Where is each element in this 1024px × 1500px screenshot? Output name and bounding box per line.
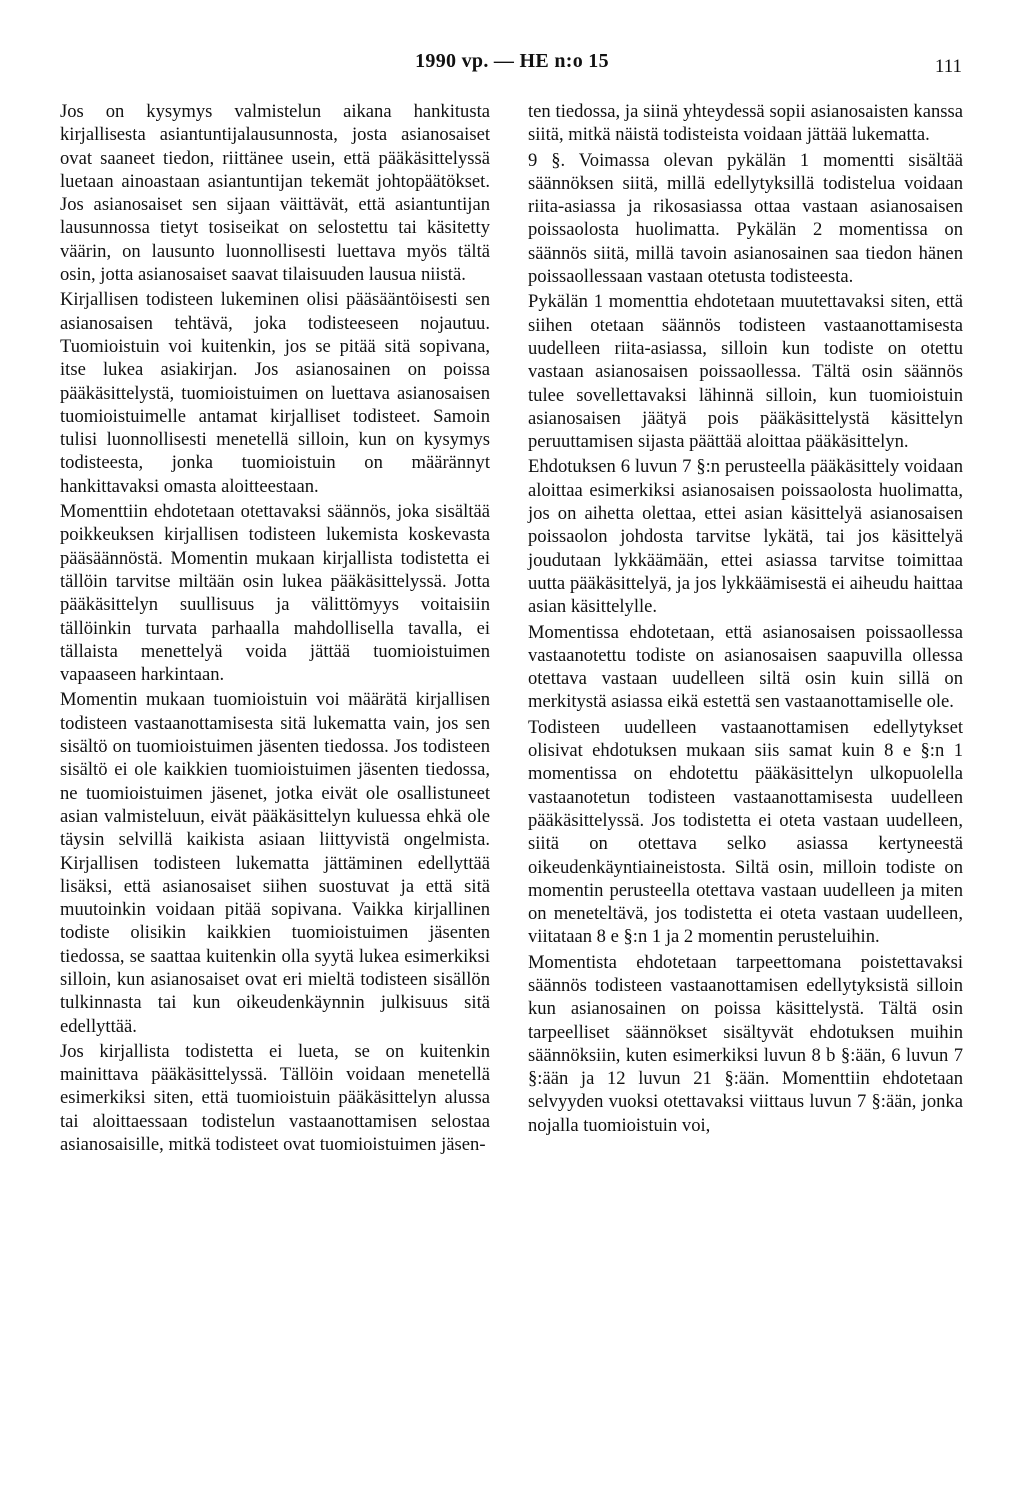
page-header [0,50,1024,80]
left-paragraph-4: Momentin mukaan tuomioistuin voi määrätä kirjallisen todisteen vastaanottamisesta sitä lukematta vain, jos sen sisältö on tuomioistuimen jäsenten tiedossa. Jos todisteen sisältö ei ole kaikkien tuomioistuimen jäsenten tiedossa, ne tuomioistuimen jäsenet, jotka eivät ole osallistuneet asian valmisteluun, eivät pääkäsittelyn kuluessa ehkä ole täysin selvillä kaikista asiaan liittyvistä ongelmista. Kirjallisen todisteen lukematta jättäminen edellyttää lisäksi, että asianosaiset siihen suostuvat ja että sitä muutoinkin voidaan pitää sopivana. Vaikka kirjallinen todiste olisikin kaikkien tuomioistuimen jäsenten tiedossa, se saattaa kuitenkin olla syytä lukea esimerkiksi silloin, kun asianosaiset ovat eri mieltä todisteen sisällön tulkinnasta tai kun oikeudenkäynnin julkisuus sitä edellyttää. [60,689,490,1037]
page-number: 111 [934,56,962,77]
right-paragraph-2: 9 §. Voimassa olevan pykälän 1 momentti sisältää säännöksen siitä, millä edellytyksillä todistelua voidaan riita-asiassa ja rikosasiassa ottaa vastaan asianosaisen poissaolosta huolimatta. Pykälän 2 momentissa on säännös siitä, millä tavoin asianosainen saa tiedon hänen poissaollessaan vastaan otetusta todisteesta. [528,149,963,288]
right-text-column [528,100,963,1139]
right-paragraph-1: ten tiedossa, ja siinä yhteydessä sopii asianosaisten kanssa siitä, mitkä näistä todisteista voidaan jättää lukematta. [528,101,963,146]
left-paragraph-1: Jos on kysymys valmistelun aikana hankitusta kirjallisesta asiantuntijalausunnosta, josta asianosaiset ovat saaneet tiedon, riittänee usein, että pääkäsittelyssä luetaan ainoastaan asiantuntijan tekemät johtopäätökset. Jos asianosaiset sen sijaan väittävät, että asiantuntijan lausunnossa tietyt tosiseikat on selostettu tai käsitetty väärin, on lausunto luonnollisesti luettava myös tältä osin, jotta asianosaiset saavat tilaisuuden lausua niistä. [60,101,490,286]
right-paragraph-5: Momentissa ehdotetaan, että asianosaisen poissaollessa vastaanotettu todiste on asianosaisen saapuvilla ollessa otettava vastaan uudelleen siltä osin kuin sillä on merkitystä asiassa eikä estettä sen vastaanottamiselle ole. [528,621,963,713]
right-paragraph-4: Ehdotuksen 6 luvun 7 §:n perusteella pääkäsittely voidaan aloittaa esimerkiksi asianosaisen poissaolosta huolimatta, jos on aihetta olettaa, ettei asian käsittelyä asianosaisen poissaolon johdosta tarvitse lykätä, tai jos käsittelyä joudutaan lykkäämään, ettei asiassa tarvitse toimittaa uutta pääkäsittelyä, ja jos lykkäämisestä ei aiheudu haittaa asian käsittelylle. [528,456,963,618]
right-paragraph-7: Momentista ehdotetaan tarpeettomana poistettavaksi säännös todisteen vastaanottamisen edellytyksistä silloin kun asianosainen on poissa käsittelystä. Tältä osin tarpeelliset säännökset sisältyvät ehdotuksen muihin säännöksiin, kuten esimerkiksi luvun 8 b §:ään, 6 luvun 7 §:ään ja 12 luvun 21 §:ään. Momenttiin ehdotetaan selvyyden vuoksi otettavaksi viittaus luvun 7 §:ään, jonka nojalla tuomioistuin voi, [528,951,963,1136]
right-paragraph-3: Pykälän 1 momenttia ehdotetaan muutettavaksi siten, että siihen otetaan säännös todisteen vastaanottamisesta uudelleen riita-asiassa, silloin kun todiste on otettu vastaan asianosaisen poissaollessa. Tältä osin säännös tulee sovellettavaksi lähinnä silloin, kun tuomioistuin asianosaisen jäätyä pois pääkäsittelystä käsittelyn peruuttamisen sijasta päättää aloittaa pääkäsittelyn. [528,291,963,453]
left-paragraph-5: Jos kirjallista todistetta ei lueta, se on kuitenkin mainittava pääkäsittelyssä. Tällöin voidaan menetellä esimerkiksi siten, että tuomioistuin pääkäsittelyn alussa tai aloittaessaan todistelun vastaanottamisen selostaa asianosaisille, mitkä todisteet ovat tuomioistuimen jäsen- [60,1040,490,1156]
running-header-title: 1990 vp. — HE n:o 15 [415,50,609,72]
left-paragraph-2: Kirjallisen todisteen lukeminen olisi pääsääntöisesti sen asianosaisen tehtävä, joka todisteeseen nojautuu. Tuomioistuin voi kuitenkin, jos se pitää sitä sopivana, itse lukea asiakirjan. Jos asianosainen on poissa pääkäsittelystä, tuomioistuimen on luettava asianosaisen tuomioistuimelle antamat kirjalliset todisteet. Samoin tulisi luonnollisesti menetellä silloin, kun on kysymys todisteesta, jonka tuomioistuin on määrännyt hankittavaksi omasta aloitteestaan. [60,289,490,497]
left-paragraph-3: Momenttiin ehdotetaan otettavaksi säännös, joka sisältää poikkeuksen kirjallisen todisteen lukemista koskevasta pääsäännöstä. Momentin mukaan kirjallista todistetta ei tällöin tarvitse miltään osin lukea pääkäsittelyssä. Jotta pääkäsittelyn suullisuus ja välittömyys voitaisiin tällöinkin turvata parhaalla mahdollisella tavalla, ei tällaista menettelyä voida jättää tuomioistuimen vapaaseen harkintaan. [60,501,490,686]
right-paragraph-6: Todisteen uudelleen vastaanottamisen edellytykset olisivat ehdotuksen mukaan siis samat kuin 8 e §:n 1 momentissa on ehdotettu pääkäsittelyn ulkopuolella vastaanotetun todisteen vastaanottamisesta uudelleen pääkäsittelyssä. Jos todistetta ei oteta vastaan uudelleen, siitä on otettava selko asiassa kertyneestä oikeudenkäyntiaineistosta. Siltä osin, milloin todiste on momentin perusteella otettava vastaan uudelleen ja miten on meneteltävä, jos todistetta ei oteta vastaan uudelleen, viitataan 8 e §:n 1 ja 2 momentin perusteluihin. [528,716,963,948]
left-text-column [60,100,490,1158]
